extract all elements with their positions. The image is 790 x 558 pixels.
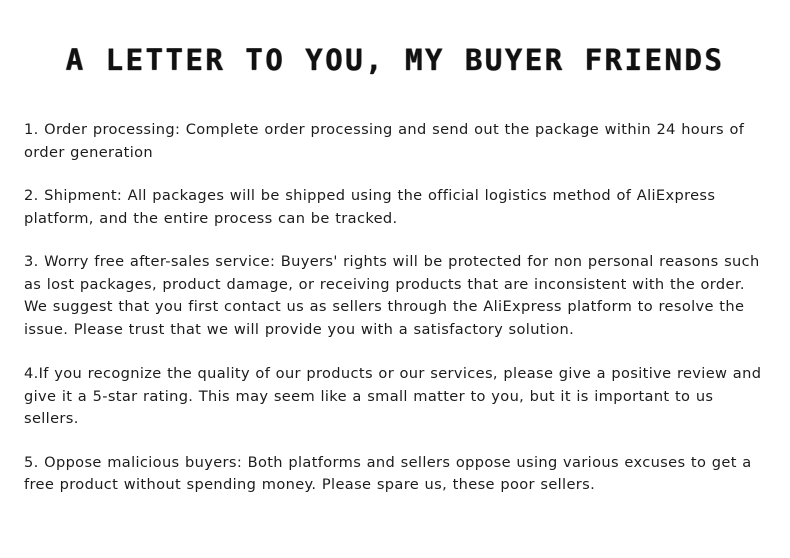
paragraph-shipment: 2. Shipment: All packages will be shipped using the official logistics method of AliExpress platform, and the entire process can be tracked.	[24, 187, 716, 227]
paragraph-review-request: 4.If you recognize the quality of our products or our services, please give a positive review and give it a 5-star rating. This may seem like a small matter to you, but it is important to us sellers.	[24, 365, 762, 427]
letter-body	[24, 119, 766, 497]
paragraph-malicious-buyers: 5. Oppose malicious buyers: Both platforms and sellers oppose using various excuses to get a free product without spending money. Please spare us, these poor sellers.	[24, 453, 752, 493]
paragraph-order-processing: 1. Order processing: Complete order processing and send out the package within 24 hours of order generation	[24, 121, 745, 161]
page-title: A LETTER TO YOU, MY BUYER FRIENDS	[65, 43, 725, 77]
paragraph-after-sales-service: 3. Worry free after-sales service: Buyers' rights will be protected for non personal reasons such as lost packages, product damage, or receiving products that are inconsistent with the order. We suggest that you first contact us as sellers through the AliExpress platform to resolve the issue. Please trust that we will provide you with a satisfactory solution.	[24, 253, 760, 338]
